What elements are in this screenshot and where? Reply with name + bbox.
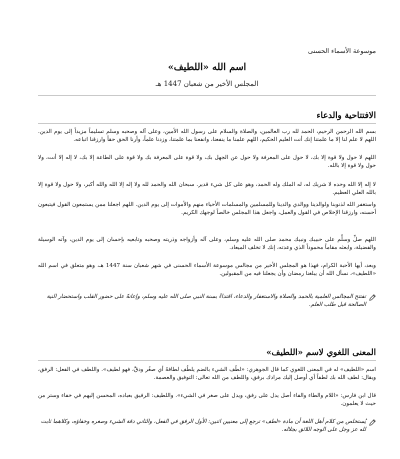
note-text: يُستخلص من كلام أهل اللغة أن مادة «لطف» ترجع إلى معنيين اثنين: الأول الرفق في الفعل، والثاني دقة الشيء وصغره وخفاؤه، وكلاهما ثابت لله عز وجل على الوجه اللائق بجلاله. <box>40 419 366 433</box>
note-callout <box>38 293 376 309</box>
pencil-note-icon <box>369 419 376 426</box>
paragraph: وبعد، أيها الأحبة الكرام، فهذا هو المجلس الأخير من مجالس موسوعة الأسماء الحسنى في شهر شعبان سنة 1447 هـ، وهو متعلق في اسم الله «اللطيف»، نسأل الله أن يبلغنا رمضان وأن يجعلنا فيه من المقبولين. <box>38 263 376 278</box>
section-heading-opening: الافتتاحية والدعاء <box>316 111 376 121</box>
divider <box>38 360 376 361</box>
paragraph: قال ابن فارس: «اللام والطاء والفاء أصل يدل على رفق، ويدل على صغر في الشيء». واللطيف: الرفيق بعباده، المحسن إليهم في خفاء وستر من حيث لا يعلمون. <box>38 393 376 408</box>
paragraph: بسم الله الرحمن الرحيم، الحمد لله رب العالمين، والصلاة والسلام على رسول الله الأمين، وعلى آله وصحبه وسلم تسليماً مزيداً إلى يوم الدين. اللهم لا علم لنا إلا ما علمتنا إنك أنت العليم الحكيم، اللهم علمنا ما ينفعنا، وانفعنا بما علمتنا، وزدنا علماً، وأرنا الحق حقاً وارزقنا اتباعه. <box>38 129 376 144</box>
paragraph: لا إله إلا الله وحده لا شريك له، له الملك وله الحمد، وهو على كل شيء قدير. سبحان الله والحمد لله ولا إله إلا الله والله أكبر، ولا حول ولا قوة إلا بالله العلي العظيم. <box>38 182 376 197</box>
divider <box>38 95 376 96</box>
pencil-note-icon <box>369 294 376 301</box>
divider <box>38 123 376 124</box>
paragraph: اللهم صلِّ وسلِّم على حبيبك ونبيك محمد صلى الله عليه وسلم، وعلى آله وأزواجه وذريته وصحبه وتابعيه بإحسان إلى يوم الدين، وآته الوسيلة والفضيلة، وابعثه مقاماً محموداً الذي وعدته، إنك لا تخلف الميعاد. <box>38 237 376 252</box>
page-subtitle: المجلس الأخير من شعبان 1447 هـ <box>155 80 259 88</box>
document-page <box>38 0 376 459</box>
breadcrumb-label[interactable]: موسوعة الأسماء الحسنى <box>307 47 376 55</box>
section-heading-meaning: المعنى اللغوي لاسم «اللطيف» <box>266 348 376 358</box>
note-callout <box>38 418 376 434</box>
paragraph: واستغفر الله لذنوبنا ولوالدينا ووالدي والدينا وللمسلمين والمسلمات الأحياء منهم والأموات إلى يوم الدين. اللهم اجعلنا ممن يستمعون القول فيتبعون أحسنه، وارزقنا الإخلاص في القول والعمل، واجعل هذا المجلس خالصاً لوجهك الكريم. <box>38 202 376 217</box>
paragraph: اسم «اللطيف» له في المعنى اللغوي كما قال الجوهري: «لطُف الشيء بالضم يلطُف لطافةً أي صغُر ودقَّ، فهو لطيف». واللطف في الفعل: الرفق، ويقال: لطف الله بك لطفاً أي أوصل إليك مرادك برفق، واللطف من الله تعالى: التوفيق والعصمة. <box>38 367 376 382</box>
note-text: تفتتح المجالس العلمية بالحمد والصلاة والاستغفار والدعاء، اقتداءً بسنة النبي صلى الله عليه وسلم، وإعانةً على حضور القلب واستحضار النية الصالحة قبل طلب العلم. <box>46 294 366 308</box>
page-title: اسم الله «اللطيف» <box>167 62 247 73</box>
breadcrumb[interactable] <box>308 47 376 55</box>
paragraph: اللهم لا حول ولا قوة إلا بك، لا حول على المعرفة ولا حول عن الجهل بك، ولا قوة على المعرفة بك ولا قوة على الطاعة إلا بك، لا إله إلا أنت، ولا حول ولا قوة إلا بالله. <box>38 155 376 170</box>
